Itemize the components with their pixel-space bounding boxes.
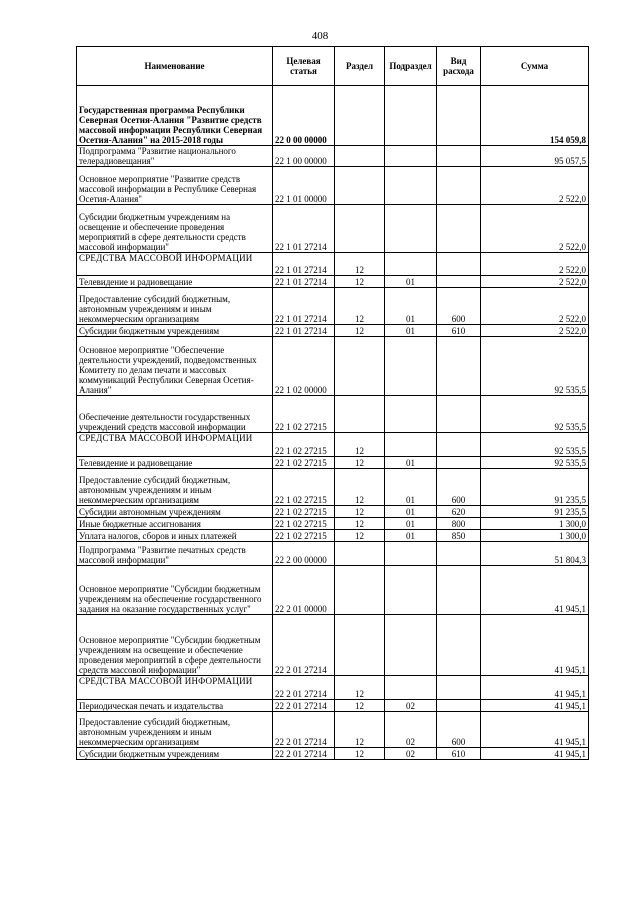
cell-type: 610 [437,748,481,760]
cell-amount: 41 945,1 [481,700,589,712]
cell-name: Подпрограмма "Развитие национального телерадиовещания" [77,146,273,167]
cell-amount: 92 535,5 [481,457,589,469]
cell-name: Телевидение и радиовещание [77,276,273,288]
cell-amount: 92 535,5 [481,396,589,433]
cell-section: 12 [335,530,385,542]
cell-section [335,167,385,205]
cell-code: 22 1 02 27215 [273,506,335,518]
cell-amount: 91 235,5 [481,506,589,518]
cell-subsection [385,167,437,205]
table-row [77,86,589,146]
cell-amount: 2 522,0 [481,167,589,205]
cell-subsection [385,542,437,566]
cell-code: 22 1 02 27215 [273,518,335,530]
cell-subsection: 01 [385,325,437,337]
cell-section: 12 [335,457,385,469]
cell-section: 12 [335,712,385,748]
cell-code: 22 2 01 27214 [273,700,335,712]
cell-section [335,566,385,615]
page-number: 408 [311,30,329,42]
table-row [77,506,589,518]
cell-type [437,676,481,700]
cell-code: 22 1 00 00000 [273,146,335,167]
table-row [77,530,589,542]
cell-amount: 2 522,0 [481,205,589,253]
cell-code: 22 2 01 27214 [273,712,335,748]
cell-section [335,615,385,676]
cell-amount: 92 535,5 [481,337,589,396]
cell-name: Государственная программа Республики Северная Осетия-Алания "Развитие средств массовой информации Республики Северная Осетия-Алания" на 2015-2018 годы [77,86,273,146]
cell-amount: 1 300,0 [481,530,589,542]
cell-type [437,396,481,433]
cell-type: 600 [437,288,481,325]
budget-table [76,46,589,760]
table-header [77,47,589,86]
cell-section [335,146,385,167]
cell-name: Уплата налогов, сборов и иных платежей [77,530,273,542]
cell-name: Субсидии автономным учреждениям [77,506,273,518]
cell-type [437,205,481,253]
cell-name: СРЕДСТВА МАССОВОЙ ИНФОРМАЦИИ [77,433,273,457]
cell-amount: 95 057,5 [481,146,589,167]
table-row [77,276,589,288]
cell-name: Обеспечение деятельности государственных учреждений средств массовой информации [77,396,273,433]
cell-subsection [385,337,437,396]
cell-subsection [385,615,437,676]
cell-code: 22 1 02 27215 [273,457,335,469]
cell-section: 12 [335,469,385,506]
cell-type [437,615,481,676]
cell-type: 620 [437,506,481,518]
cell-type: 600 [437,712,481,748]
cell-code: 22 2 01 27214 [273,615,335,676]
cell-amount: 92 535,5 [481,433,589,457]
cell-type [437,146,481,167]
cell-section: 12 [335,325,385,337]
cell-amount: 91 235,5 [481,469,589,506]
cell-subsection: 02 [385,700,437,712]
cell-name: Предоставление субсидий бюджетным, автономным учреждениям и иным некоммерческим организациям [77,712,273,748]
cell-name: Основное мероприятие "Субсидии бюджетным учреждениям на освещение и обеспечение проведения мероприятий в сфере деятельности средств массовой информации" [77,615,273,676]
cell-type: 610 [437,325,481,337]
cell-section: 12 [335,748,385,760]
cell-section: 12 [335,276,385,288]
cell-amount: 154 059,8 [481,86,589,146]
cell-name: Предоставление субсидий бюджетным, автономным учреждениям и иным некоммерческим организациям [77,288,273,325]
cell-type [437,167,481,205]
cell-code: 22 2 01 27214 [273,748,335,760]
cell-code: 22 1 02 27215 [273,469,335,506]
header-code: Целевая статья [273,47,335,86]
cell-section: 12 [335,676,385,700]
cell-name: СРЕДСТВА МАССОВОЙ ИНФОРМАЦИИ [77,676,273,700]
table-row [77,518,589,530]
cell-code: 22 1 01 00000 [273,167,335,205]
cell-section: 12 [335,506,385,518]
cell-subsection [385,433,437,457]
cell-section [335,396,385,433]
cell-subsection [385,86,437,146]
cell-code: 22 1 02 00000 [273,337,335,396]
cell-subsection [385,146,437,167]
cell-name: Субсидии бюджетным учреждениям [77,748,273,760]
table-row [77,457,589,469]
cell-amount: 51 804,3 [481,542,589,566]
cell-section: 12 [335,253,385,276]
cell-type [437,253,481,276]
cell-section [335,86,385,146]
cell-name: Подпрограмма "Развитие печатных средств массовой информации" [77,542,273,566]
cell-name: Основное мероприятие "Развитие средств массовой информации в Республике Северная Осетия-Алания" [77,167,273,205]
cell-code: 22 1 01 27214 [273,288,335,325]
cell-subsection: 01 [385,518,437,530]
cell-subsection: 01 [385,276,437,288]
table-row [77,146,589,167]
cell-amount: 2 522,0 [481,288,589,325]
table-row [77,542,589,566]
cell-type [437,566,481,615]
cell-section [335,542,385,566]
cell-subsection: 01 [385,530,437,542]
cell-code: 22 1 01 27214 [273,276,335,288]
cell-code: 22 1 02 27215 [273,530,335,542]
header-amount: Сумма [481,47,589,86]
table-row [77,288,589,325]
table-row [77,337,589,396]
cell-section: 12 [335,700,385,712]
cell-name: Предоставление субсидий бюджетным, автономным учреждениям и иным некоммерческим организациям [77,469,273,506]
cell-subsection: 02 [385,748,437,760]
header-type: Вид расхода [437,47,481,86]
cell-subsection [385,396,437,433]
table-row [77,748,589,760]
cell-subsection [385,676,437,700]
table-row [77,700,589,712]
cell-subsection: 02 [385,712,437,748]
cell-code: 22 1 02 27215 [273,396,335,433]
table-row [77,253,589,276]
cell-type [437,276,481,288]
table-row [77,712,589,748]
table-row [77,433,589,457]
cell-name: Периодическая печать и издательства [77,700,273,712]
table-row [77,325,589,337]
table-row [77,676,589,700]
cell-subsection [385,205,437,253]
cell-name: Субсидии бюджетным учреждениям на освещение и обеспечение проведения мероприятий в сфере деятельности средств массовой информации" [77,205,273,253]
cell-name: СРЕДСТВА МАССОВОЙ ИНФОРМАЦИИ [77,253,273,276]
cell-type: 850 [437,530,481,542]
cell-type: 800 [437,518,481,530]
cell-amount: 41 945,1 [481,676,589,700]
cell-section [335,337,385,396]
cell-subsection [385,566,437,615]
cell-subsection: 01 [385,457,437,469]
cell-subsection: 01 [385,469,437,506]
cell-section: 12 [335,433,385,457]
cell-type: 600 [437,469,481,506]
cell-type [437,457,481,469]
table-row [77,615,589,676]
cell-name: Иные бюджетные ассигнования [77,518,273,530]
cell-code: 22 2 01 27214 [273,676,335,700]
header-name: Наименование [77,47,273,86]
cell-code: 22 1 01 27214 [273,205,335,253]
cell-name: Основное мероприятие "Обеспечение деятельности учреждений, подведомственных Комитету по делам печати и массовых коммуникаций Республики Северная Осетия-Алания" [77,337,273,396]
cell-code: 22 1 01 27214 [273,253,335,276]
cell-section: 12 [335,518,385,530]
cell-name: Основное мероприятие "Субсидии бюджетным учреждениям на обеспечение государственного задания на оказание государственных услуг" [77,566,273,615]
table-row [77,205,589,253]
cell-subsection: 01 [385,288,437,325]
cell-amount: 41 945,1 [481,615,589,676]
table-row [77,566,589,615]
table-row [77,469,589,506]
cell-type [437,433,481,457]
cell-amount: 2 522,0 [481,253,589,276]
cell-section: 12 [335,288,385,325]
cell-subsection: 01 [385,506,437,518]
cell-amount: 1 300,0 [481,518,589,530]
cell-amount: 41 945,1 [481,566,589,615]
cell-code: 22 1 01 27214 [273,325,335,337]
cell-code: 22 1 02 27215 [273,433,335,457]
header-section: Раздел [335,47,385,86]
cell-amount: 2 522,0 [481,276,589,288]
cell-type [437,337,481,396]
table-body [77,86,589,760]
table-row [77,396,589,433]
cell-type [437,700,481,712]
cell-type [437,542,481,566]
cell-type [437,86,481,146]
cell-name: Телевидение и радиовещание [77,457,273,469]
cell-code: 22 2 01 00000 [273,566,335,615]
cell-amount: 41 945,1 [481,748,589,760]
cell-amount: 2 522,0 [481,325,589,337]
table-row [77,167,589,205]
cell-code: 22 2 00 00000 [273,542,335,566]
cell-code: 22 0 00 00000 [273,86,335,146]
cell-subsection [385,253,437,276]
header-subsection: Подраздел [385,47,437,86]
cell-section [335,205,385,253]
cell-amount: 41 945,1 [481,712,589,748]
cell-name: Субсидии бюджетным учреждениям [77,325,273,337]
